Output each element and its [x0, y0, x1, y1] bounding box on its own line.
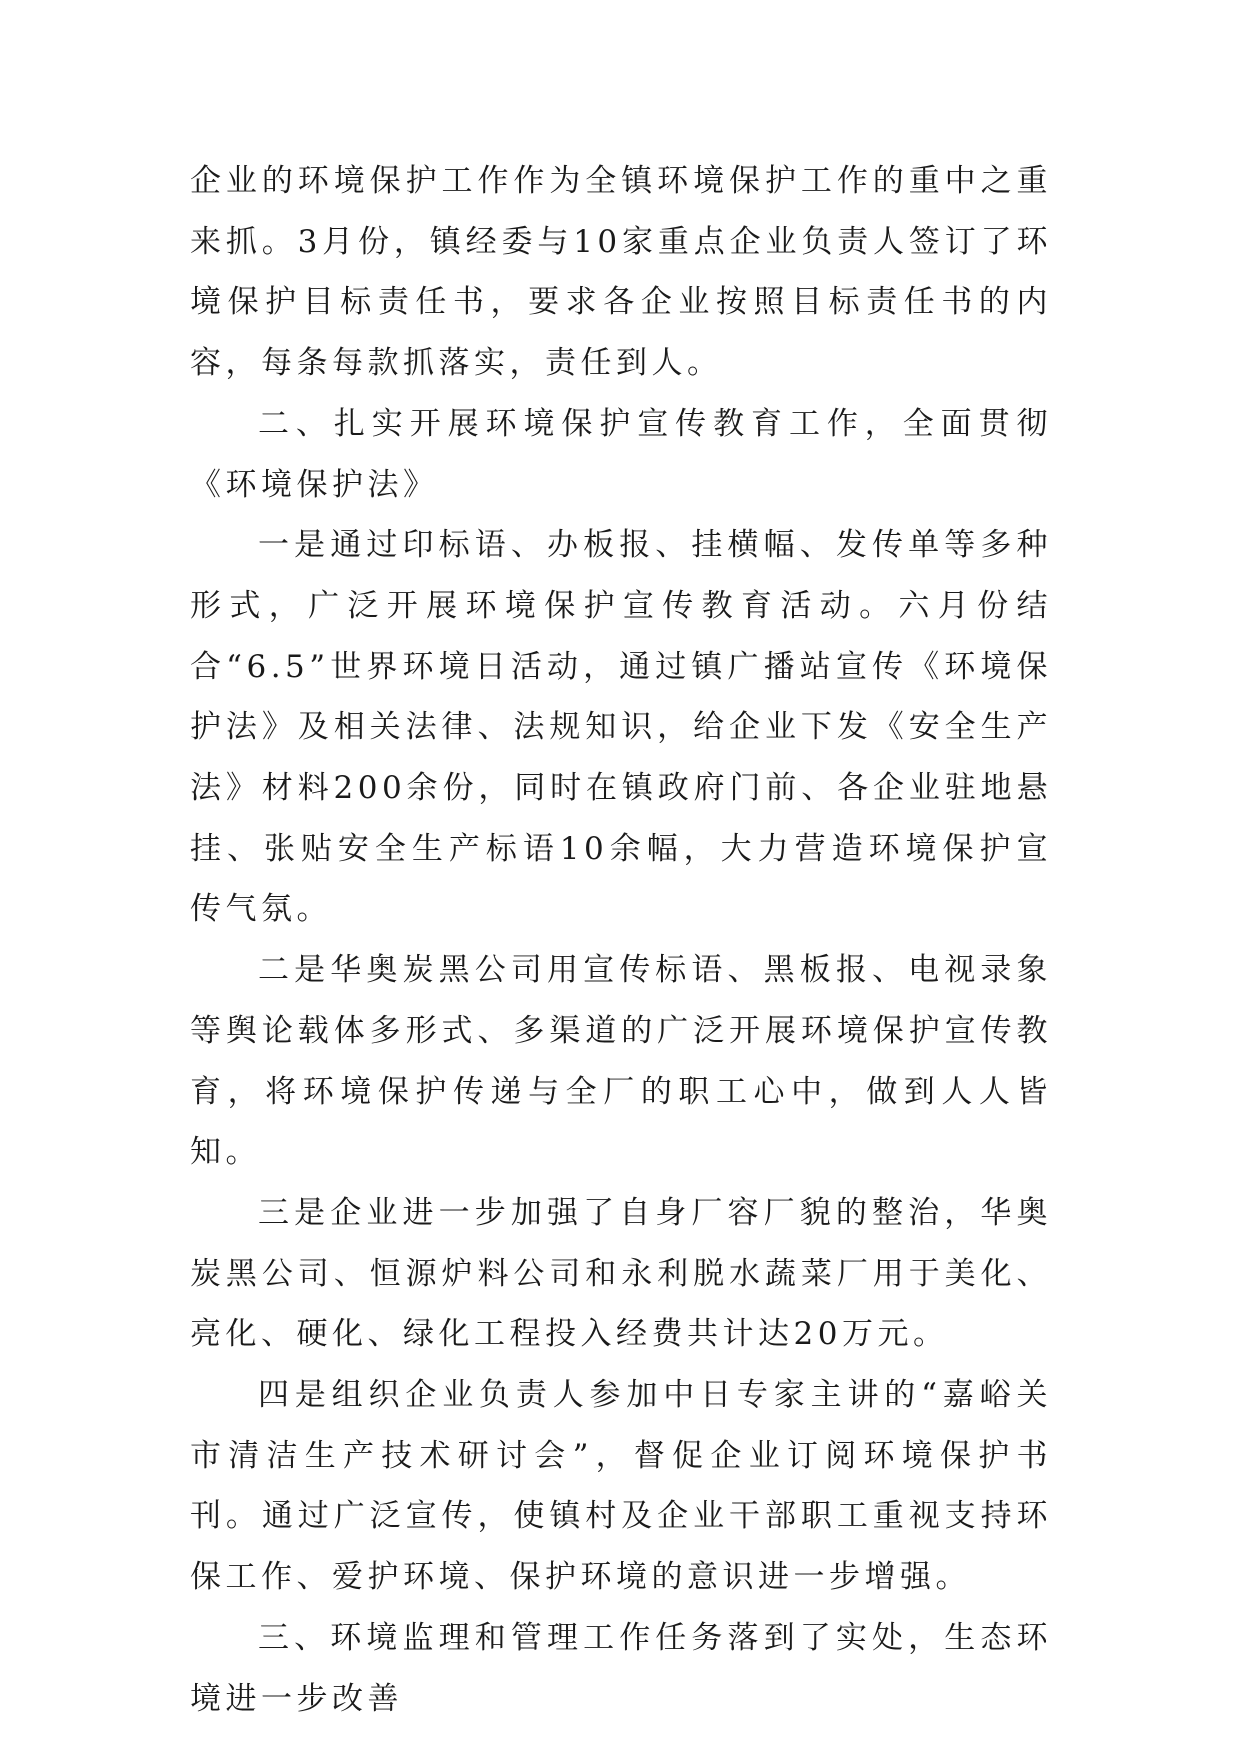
section-heading-3: 三、环境监理和管理工作任务落到了实处，生态环境进一步改善 [190, 1619, 1052, 1717]
section-heading-2: 二、扎实开展环境保护宣传教育工作，全面贯彻《环境保护法》 [190, 405, 1052, 503]
paragraph-item-1: 一是通过印标语、办板报、挂横幅、发传单等多种形式，广泛开展环境保护宣传教育活动。六月份结合“6.5”世界环境日活动，通过镇广播站宣传《环境保护法》及相关法律、法规知识，给企业下发《安全生产法》材料200余份，同时在镇政府门前、各企业驻地悬挂、张贴安全生产标语10余幅，大力营造环境保护宣传气氛。 [190, 527, 1052, 928]
paragraph-continuation: 企业的环境保护工作作为全镇环境保护工作的重中之重来抓。3月份，镇经委与10家重点企业负责人签订了环境保护目标责任书，要求各企业按照目标责任书的内容，每条每款抓落实，责任到人。 [190, 163, 1052, 382]
paragraph-item-4: 四是组织企业负责人参加中日专家主讲的“嘉峪关市清洁生产技术研讨会”，督促企业订阅环境保护书刊。通过广泛宣传，使镇村及企业干部职工重视支持环保工作、爱护环境、保护环境的意识进一步增强。 [190, 1377, 1052, 1596]
document-body [190, 151, 1052, 1729]
paragraph-item-3: 三是企业进一步加强了自身厂容厂貌的整治，华奥炭黑公司、恒源炉料公司和永利脱水蔬菜厂用于美化、亮化、硬化、绿化工程投入经费共计达20万元。 [190, 1194, 1052, 1353]
paragraph-item-2: 二是华奥炭黑公司用宣传标语、黑板报、电视录象等舆论载体多形式、多渠道的广泛开展环境保护宣传教育，将环境保护传递与全厂的职工心中，做到人人皆知。 [190, 952, 1052, 1171]
